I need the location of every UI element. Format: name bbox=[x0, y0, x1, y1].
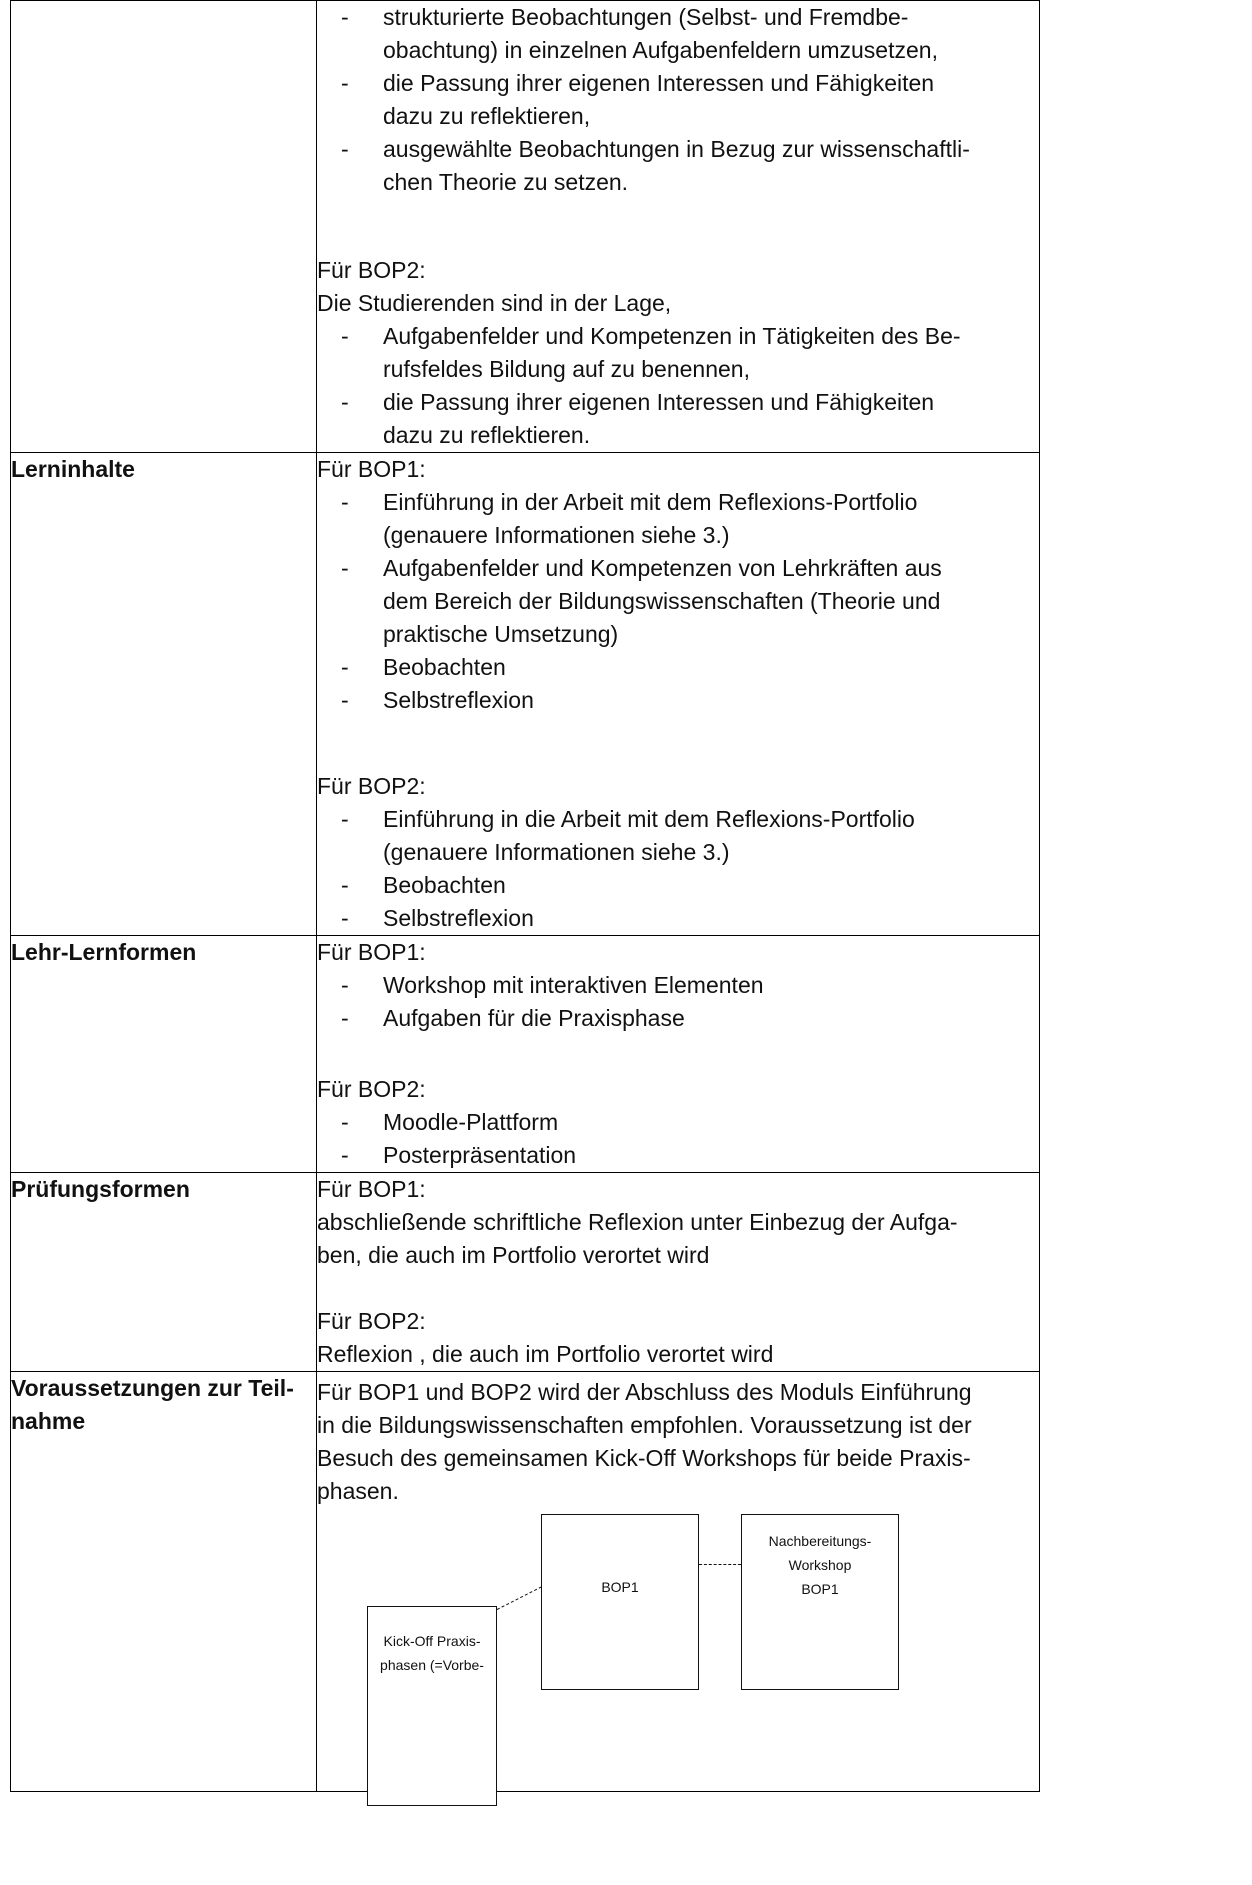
list-item: - die Passung ihrer eigenen Interessen und Fähigkeiten dazu zu reflektieren, bbox=[383, 67, 1039, 133]
list-item: - Workshop mit interaktiven Elementen bbox=[383, 969, 1039, 1002]
table-row-lerninhalte bbox=[11, 453, 1040, 936]
bop1-heading: Für BOP1: bbox=[317, 1176, 426, 1202]
table-row-lehrformen bbox=[11, 936, 1040, 1173]
list-item: - Aufgabenfelder und Kompetenzen von Lehrkräften aus dem Bereich der Bildungswissenschaften (Theorie und praktische Umsetzung) bbox=[383, 552, 1039, 651]
row-content-voraussetzungen bbox=[317, 1372, 1040, 1792]
table-row-pruefung bbox=[11, 1173, 1040, 1372]
bop1-forms-list bbox=[317, 969, 1039, 1035]
connector-bop1-nachbereitung bbox=[699, 1564, 741, 1565]
workshop-flow-diagram bbox=[317, 1514, 1039, 1790]
kickoff-box: Kick-Off Praxis- phasen (=Vorbe- bbox=[367, 1606, 497, 1806]
row-label-empty bbox=[11, 1, 317, 453]
list-item: - Beobachten bbox=[383, 869, 1039, 902]
bop2-content-list bbox=[317, 803, 1039, 935]
bop2-exam-text: Reflexion , die auch im Portfolio verortet wird bbox=[317, 1341, 774, 1367]
row-content-objectives bbox=[317, 1, 1040, 453]
list-item: - die Passung ihrer eigenen Interessen und Fähigkeiten dazu zu reflektieren. bbox=[383, 386, 1039, 452]
row-label-voraussetzungen: Voraussetzungen zur Teil- nahme bbox=[11, 1372, 317, 1792]
prerequisites-text: Für BOP1 und BOP2 wird der Abschluss des Moduls Einführung in die Bildungswissenschaften empfohlen. Voraussetzung ist der Besuch des gemeinsamen Kick-Off Workshops für beide Praxis- phasen. bbox=[317, 1379, 972, 1504]
bop2-heading: Für BOP2: bbox=[317, 257, 426, 283]
bop1-box: BOP1 bbox=[541, 1514, 699, 1690]
bop1-content-list bbox=[317, 486, 1039, 717]
table-row-voraussetzungen bbox=[11, 1372, 1040, 1792]
nachbereitung-box: Nachbereitungs- Workshop BOP1 bbox=[741, 1514, 899, 1690]
bop1-objectives-list bbox=[317, 1, 1039, 199]
row-label-lerninhalte: Lerninhalte bbox=[11, 453, 317, 936]
bop2-objectives-list bbox=[317, 320, 1039, 452]
list-item: - Beobachten bbox=[383, 651, 1039, 684]
list-item: - Einführung in der Arbeit mit dem Reflexions-Portfolio (genauere Informationen siehe 3.) bbox=[383, 486, 1039, 552]
list-item: - ausgewählte Beobachtungen in Bezug zur wissenschaftli- chen Theorie zu setzen. bbox=[383, 133, 1039, 199]
row-label-lehrformen: Lehr-Lernformen bbox=[11, 936, 317, 1173]
row-content-pruefung bbox=[317, 1173, 1040, 1372]
table-row-objectives-cont bbox=[11, 1, 1040, 453]
bop2-heading: Für BOP2: bbox=[317, 773, 426, 799]
row-content-lehrformen bbox=[317, 936, 1040, 1173]
list-item: - Aufgabenfelder und Kompetenzen in Tätigkeiten des Be- rufsfeldes Bildung auf zu benennen, bbox=[383, 320, 1039, 386]
bop1-exam-text: abschließende schriftliche Reflexion unter Einbezug der Aufga- ben, die auch im Portfolio verortet wird bbox=[317, 1209, 958, 1268]
bop2-forms-list bbox=[317, 1106, 1039, 1172]
bop2-heading: Für BOP2: bbox=[317, 1308, 426, 1334]
module-table bbox=[10, 0, 1040, 1792]
bop2-heading: Für BOP2: bbox=[317, 1076, 426, 1102]
connector-kickoff-bop1 bbox=[497, 1586, 542, 1610]
list-item: - Aufgaben für die Praxisphase bbox=[383, 1002, 1039, 1035]
list-item: - Posterpräsentation bbox=[383, 1139, 1039, 1172]
row-label-pruefung: Prüfungsformen bbox=[11, 1173, 317, 1372]
bop1-heading: Für BOP1: bbox=[317, 939, 426, 965]
row-content-lerninhalte bbox=[317, 453, 1040, 936]
list-item: - Moodle-Plattform bbox=[383, 1106, 1039, 1139]
bop2-intro: Die Studierenden sind in der Lage, bbox=[317, 290, 672, 316]
list-item: - strukturierte Beobachtungen (Selbst- und Fremdbe- obachtung) in einzelnen Aufgabenfeldern umzusetzen, bbox=[383, 1, 1039, 67]
bop1-heading: Für BOP1: bbox=[317, 456, 426, 482]
list-item: - Selbstreflexion bbox=[383, 902, 1039, 935]
list-item: - Einführung in die Arbeit mit dem Reflexions-Portfolio (genauere Informationen siehe 3.) bbox=[383, 803, 1039, 869]
list-item: - Selbstreflexion bbox=[383, 684, 1039, 717]
